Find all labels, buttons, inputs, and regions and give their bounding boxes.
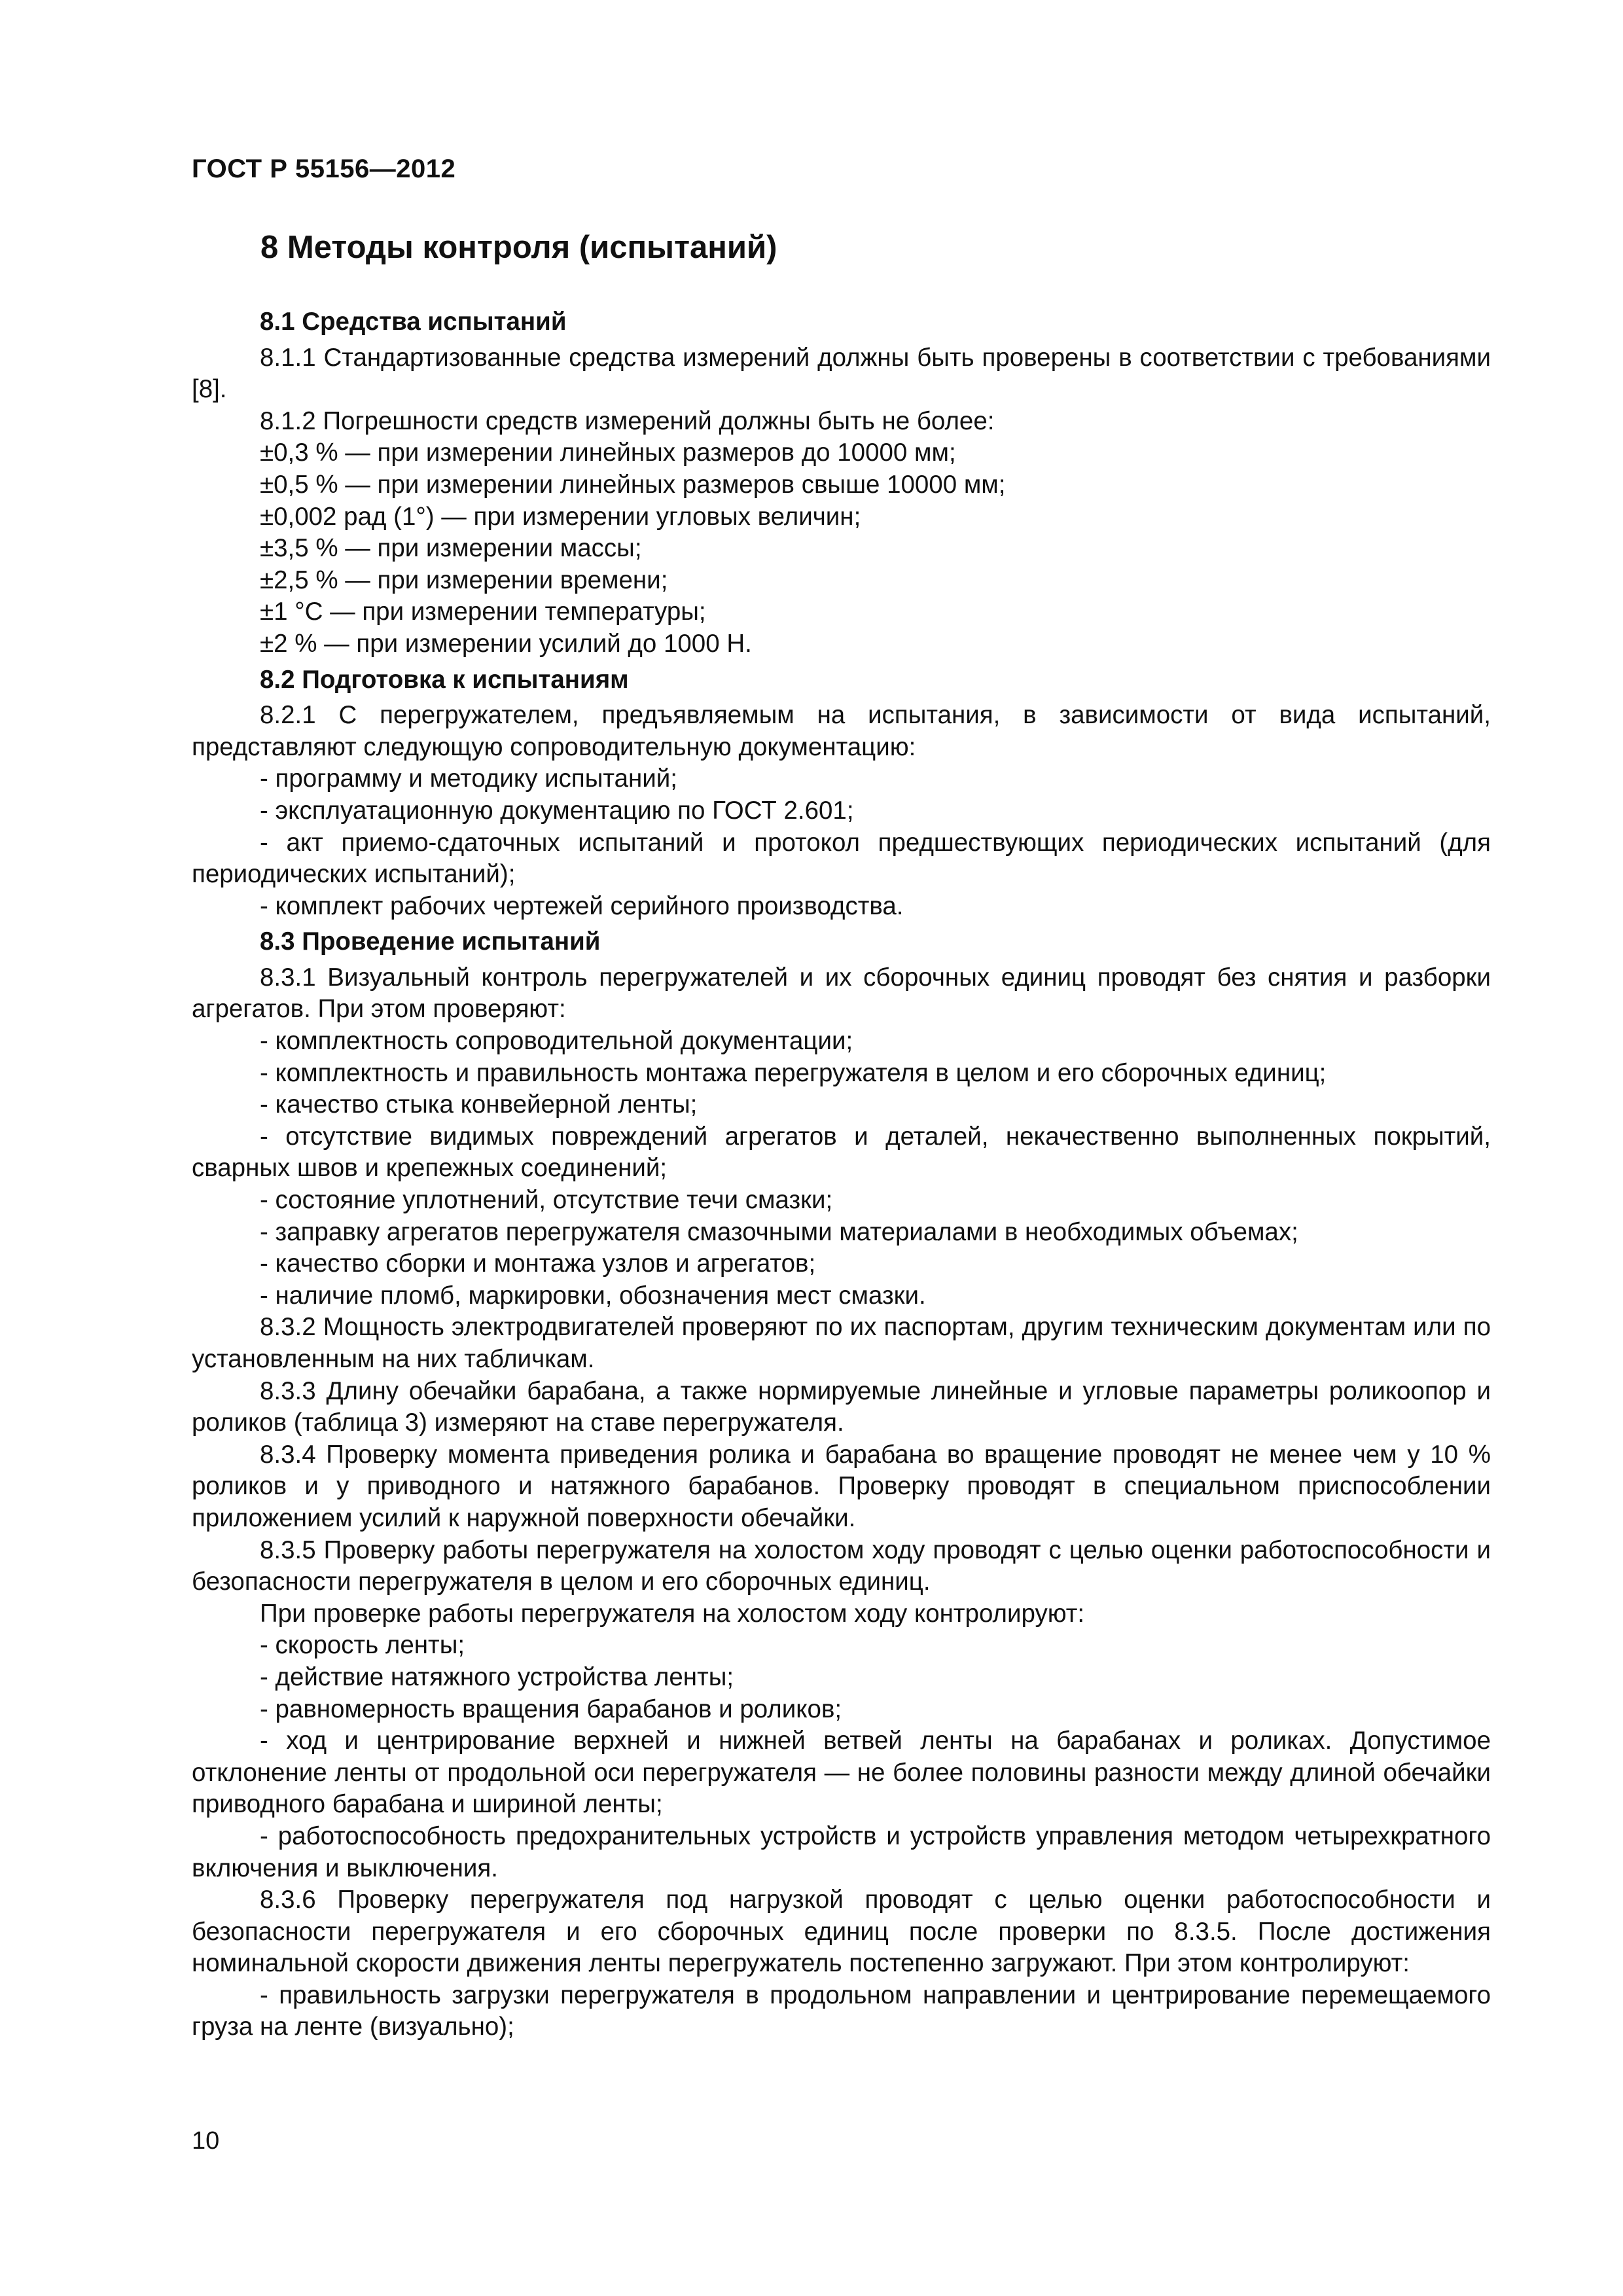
list-item: - равномерность вращения барабанов и роликов; [260, 1695, 842, 1723]
list-item: ±1 °С — при измерении температуры; [260, 598, 706, 626]
document-body [192, 302, 1491, 2043]
subsection-heading: 8.2 Подготовка к испытаниям [260, 665, 629, 694]
list-item: - наличие пломб, маркировки, обозначения мест смазки. [260, 1281, 926, 1310]
paragraph: 8.3.2 Мощность электродвигателей проверяют по их паспортам, другим техническим документам или по установленным на них табличкам. [192, 1313, 1491, 1373]
list-item: ±3,5 % — при измерении массы; [260, 534, 642, 563]
paragraph: - работоспособность предохранительных устройств и устройств управления методом четырехкратного включения и выключения. [192, 1821, 1491, 1882]
list-item: - качество стыка конвейерной ленты; [260, 1090, 698, 1119]
paragraph: 8.1.1 Стандартизованные средства измерений должны быть проверены в соответствии с требованиями [8]. [192, 343, 1491, 404]
list-item: ±2 % — при измерении усилий до 1000 Н. [260, 629, 752, 658]
paragraph: - акт приемо-сдаточных испытаний и протокол предшествующих периодических испытаний (для периодических испытаний); [192, 828, 1491, 889]
list-item: - состояние уплотнений, отсутствие течи смазки; [260, 1186, 833, 1215]
paragraph: 8.3.5 Проверку работы перегружателя на холостом ходу проводят с целью оценки работоспособности и безопасности перегружателя в целом и его сборочных единиц. [192, 1535, 1491, 1596]
list-item: - эксплуатационную документацию по ГОСТ 2.601; [260, 796, 854, 825]
list-item: - действие натяжного устройства ленты; [260, 1662, 734, 1691]
paragraph: - ход и центрирование верхней и нижней ветвей ленты на барабанах и роликах. Допустимое отклонение ленты от продольной оси перегружателя — не более половины разности между длиной обечайки приводного барабана и шириной ленты; [192, 1727, 1491, 1819]
page-number: 10 [192, 2127, 220, 2155]
subsection-heading: 8.1 Средства испытаний [260, 308, 567, 336]
list-item: ±0,3 % — при измерении линейных размеров до 10000 мм; [260, 439, 956, 467]
subsection-heading: 8.3 Проведение испытаний [260, 927, 601, 956]
list-item: - качество сборки и монтажа узлов и агрегатов; [260, 1249, 816, 1278]
list-item: - программу и методику испытаний; [260, 764, 677, 793]
list-item: - комплектность и правильность монтажа перегружателя в целом и его сборочных единиц; [260, 1058, 1327, 1087]
list-item: - комплект рабочих чертежей серийного производства. [260, 891, 904, 920]
list-item: ±0,002 рад (1°) — при измерении угловых величин; [260, 502, 861, 531]
list-item: - скорость ленты; [260, 1631, 465, 1660]
list-item: - заправку агрегатов перегружателя смазочными материалами в необходимых объемах; [260, 1217, 1298, 1246]
paragraph: 8.3.4 Проверку момента приведения ролика и барабана во вращение проводят не менее чем у 10 % роликов и у приводного и натяжного барабанов. Проверку проводят в специальном приспособлении приложением усилий к наружной поверхности обечайки. [192, 1440, 1491, 1532]
paragraph: 8.3.1 Визуальный контроль перегружателей и их сборочных единиц проводят без снятия и разборки агрегатов. При этом проверяют: [192, 963, 1491, 1024]
paragraph: 8.2.1 С перегружателем, предъявляемым на испытания, в зависимости от вида испытаний, представляют следующую сопроводительную документацию: [192, 701, 1491, 761]
document-header: ГОСТ Р 55156—2012 [192, 154, 456, 183]
list-item: ±2,5 % — при измерении времени; [260, 565, 668, 594]
paragraph: - правильность загрузки перегружателя в продольном направлении и центрирование перемещаемого груза на ленте (визуально); [192, 1981, 1491, 2041]
section-title: 8 Методы контроля (испытаний) [260, 230, 777, 265]
list-item: - комплектность сопроводительной документации; [260, 1027, 853, 1056]
paragraph: 8.3.6 Проверку перегружателя под нагрузкой проводят с целью оценки работоспособности и безопасности перегружателя и его сборочных единиц после проверки по 8.3.5. После достижения номинальной скорости движения ленты перегружатель постепенно загружают. При этом контролируют: [192, 1886, 1491, 1978]
paragraph: 8.3.3 Длину обечайки барабана, а также нормируемые линейные и угловые параметры роликоопор и роликов (таблица 3) измеряют на ставе перегружателя. [192, 1376, 1491, 1437]
list-item: ±0,5 % — при измерении линейных размеров свыше 10000 мм; [260, 470, 1006, 499]
paragraph: - отсутствие видимых повреждений агрегатов и деталей, некачественно выполненных покрытий, сварных швов и крепежных соединений; [192, 1122, 1491, 1183]
paragraph: 8.1.2 Погрешности средств измерений должны быть не более: [260, 406, 995, 435]
list-item: При проверке работы перегружателя на холостом ходу контролируют: [260, 1599, 1085, 1628]
